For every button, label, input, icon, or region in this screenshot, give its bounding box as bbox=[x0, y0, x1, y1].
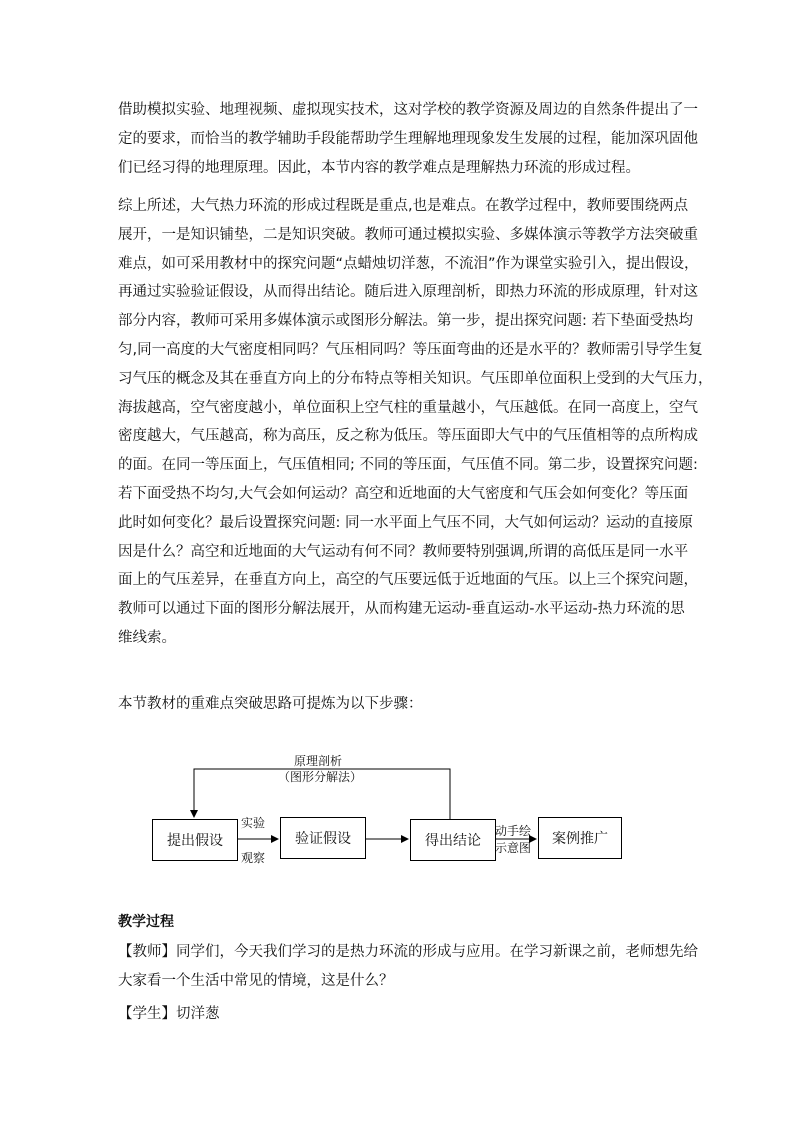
label-experiment: 实验 bbox=[241, 816, 266, 830]
step-propose-hypothesis: 提出假设 bbox=[152, 819, 238, 861]
text-line: 【教师】同学们，今天我们学习的是热力环流的形成与应用。在学习新课之前，老师想先给 bbox=[118, 944, 698, 960]
text-line: 此时如何变化？最后设置探究问题: 同一水平面上气压不同，大气如何运动？运动的直接原 bbox=[118, 514, 693, 531]
text-line: 展开，一是知识铺垫，二是知识突破。教师可通过模拟实验、多媒体演示等教学方法突破重 bbox=[118, 226, 698, 243]
text-line: 大家看一个生活中常见的情境，这是什么？ bbox=[118, 972, 394, 989]
step-case-extension: 案例推广 bbox=[538, 817, 622, 859]
step-verify-hypothesis: 验证假设 bbox=[280, 817, 366, 859]
text-line: 定的要求，而恰当的教学辅助手段能帮助学生理解地理现象发生发展的过程，能加深巩固他 bbox=[118, 130, 698, 147]
loop-label-principle: 原理剖析 bbox=[294, 754, 343, 768]
paragraph-difficulty bbox=[118, 96, 698, 182]
text-line bbox=[118, 653, 678, 682]
section-heading: 教学过程 bbox=[118, 914, 174, 930]
text-line: 海拔越高，空气密度越小，单位面积上空气柱的重量越小，气压越低。在同一高度上，空气 bbox=[118, 399, 698, 416]
text-line: 的面。在同一等压面上，气压值相同; 不同的等压面，气压值不同。第二步，设置探究问题: bbox=[118, 457, 698, 474]
text-line: 【学生】切洋葱 bbox=[118, 1006, 220, 1022]
text-line: 部分内容，教师可采用多媒体演示或图形分解法。第一步，提出探究问题: 若下垫面受热均 bbox=[118, 313, 693, 330]
paragraph-summary bbox=[118, 192, 713, 682]
student-dialogue bbox=[118, 1000, 678, 1029]
text-line: 匀,同一高度的大气密度相同吗？气压相同吗？等压面弯曲的还是水平的？教师需引导学生复 bbox=[118, 341, 703, 358]
text-line: 本节教材的重难点突破思路可提炼为以下步骤： bbox=[118, 696, 423, 712]
text-line: 们已经习得的地理原理。因此，本节内容的教学难点是理解热力环流的形成过程。 bbox=[118, 159, 640, 176]
loop-label-method: （图形分解法） bbox=[278, 770, 363, 784]
text-line: 若下面受热不均匀,大气会如何运动？高空和近地面的大气密度和气压会如何变化？等压面 bbox=[118, 485, 689, 502]
text-line: 习气压的概念及其在垂直方向上的分布特点等相关知识。气压即单位面积上受到的大气压力， bbox=[118, 370, 713, 387]
paragraph-steps-intro bbox=[118, 690, 678, 719]
label-schematic: 示意图 bbox=[495, 841, 532, 855]
step-draw-conclusion: 得出结论 bbox=[410, 819, 496, 861]
label-hands-on-draw: 动手绘 bbox=[495, 824, 532, 838]
process-flow-diagram bbox=[140, 745, 640, 875]
label-observe: 观察 bbox=[241, 851, 266, 865]
text-line: 教师可以通过下面的图形分解法展开，从而构建无运动-垂直运动-水平运动-热力环流的思 bbox=[118, 601, 685, 618]
text-line: 面上的气压差异，在垂直方向上，高空的气压要远低于近地面的气压。以上三个探究问题， bbox=[118, 572, 698, 589]
teacher-dialogue bbox=[118, 938, 698, 996]
text-line: 借助模拟实验、地理视频、虚拟现实技术，这对学校的教学资源及周边的自然条件提出了一 bbox=[118, 102, 698, 118]
text-line: 因是什么？高空和近地面的大气运动有何不同？教师要特别强调,所谓的高低压是同一水平 bbox=[118, 543, 689, 560]
text-line: 综上所述，大气热力环流的形成过程既是重点,也是难点。在教学过程中，教师要围绕两点 bbox=[118, 198, 689, 214]
text-line: 再通过实验验证假设，从而得出结论。随后进入原理剖析，即热力环流的形成原理，针对这 bbox=[118, 284, 698, 301]
text-line: 密度越大，气压越高，称为高压，反之称为低压。等压面即大气中的气压值相等的点所构成 bbox=[118, 428, 698, 445]
text-line: 维线索。 bbox=[118, 629, 176, 646]
text-line: 难点，如可采用教材中的探究问题“点蜡烛切洋葱，不流泪”作为课堂实验引入，提出假设， bbox=[118, 255, 699, 272]
